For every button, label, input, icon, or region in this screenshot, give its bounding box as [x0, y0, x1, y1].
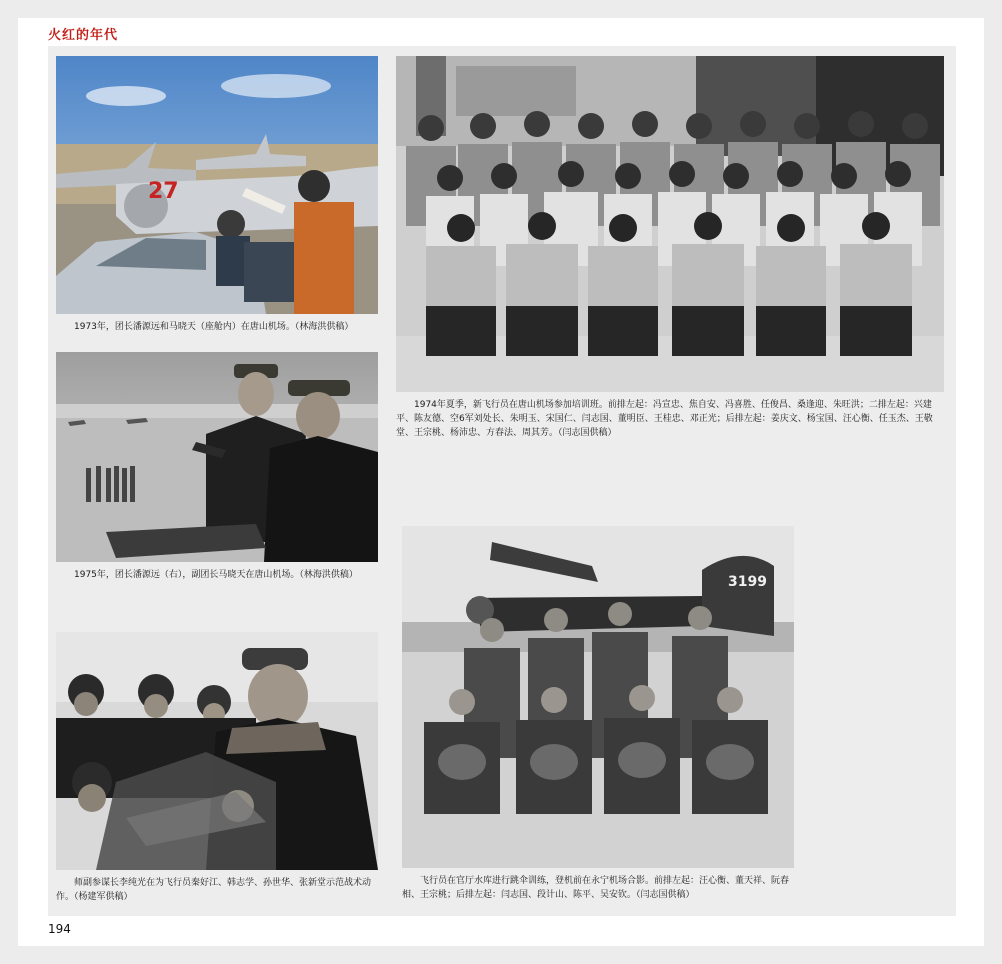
caption-tactics-demo: 师副参谋长李纯光在为飞行员秦好江、韩志学、孙世华、张新堂示范战术动作。（杨建军供稿） — [56, 878, 372, 902]
content-area — [48, 46, 956, 916]
photo-1974-group-image — [396, 56, 944, 392]
magazine-page — [18, 18, 984, 946]
caption-1974-group: 1974年夏季，新飞行员在唐山机场参加培训班。前排左起：冯宣忠、焦自安、冯喜胜、任俊昌、桑逢迎、朱旺洪；二排左起：兴建平、陈友德、空6军刘处长、朱明玉、宋国仁、闫志国、董明臣、王桂忠、邓正光；后排左起：姜庆文、杨宝国、汪心衡、任玉杰、王敬堂、王宗桃、杨沛忠、方春法、周其芳。（闫志国供稿） — [396, 400, 933, 438]
photo-tactics-demo — [56, 632, 378, 870]
caption-1973: 1973年，团长潘源远和马晓天（座舱内）在唐山机场。（林海洪供稿） — [74, 322, 354, 332]
page-number: 194 — [48, 922, 71, 936]
photo-1973-jets-image — [56, 56, 378, 314]
photo-parachute-training-image — [402, 526, 794, 868]
photo-tactics-demo-image — [56, 632, 378, 870]
photo-parachute-training — [402, 526, 794, 868]
photo-1975-officers — [56, 352, 378, 562]
photo-1973-jets — [56, 56, 378, 314]
plane-number-27: 27 — [148, 179, 179, 204]
caption-parachute-training: 飞行员在官厅水库进行跳伞训练，登机前在永宁机场合影。前排左起：汪心衡、董天祥、阮春相、王宗桃；后排左起：闫志国、段计山、陈平、吴安钦。（闫志国供稿） — [402, 876, 790, 900]
plane-number-3199: 3199 — [728, 574, 767, 590]
photo-1974-group — [396, 56, 944, 392]
section-title: 火红的年代 — [48, 28, 119, 43]
photo-1975-officers-image — [56, 352, 378, 562]
caption-1975: 1975年，团长潘源远（右），副团长马晓天在唐山机场。（林海洪供稿） — [74, 570, 358, 580]
